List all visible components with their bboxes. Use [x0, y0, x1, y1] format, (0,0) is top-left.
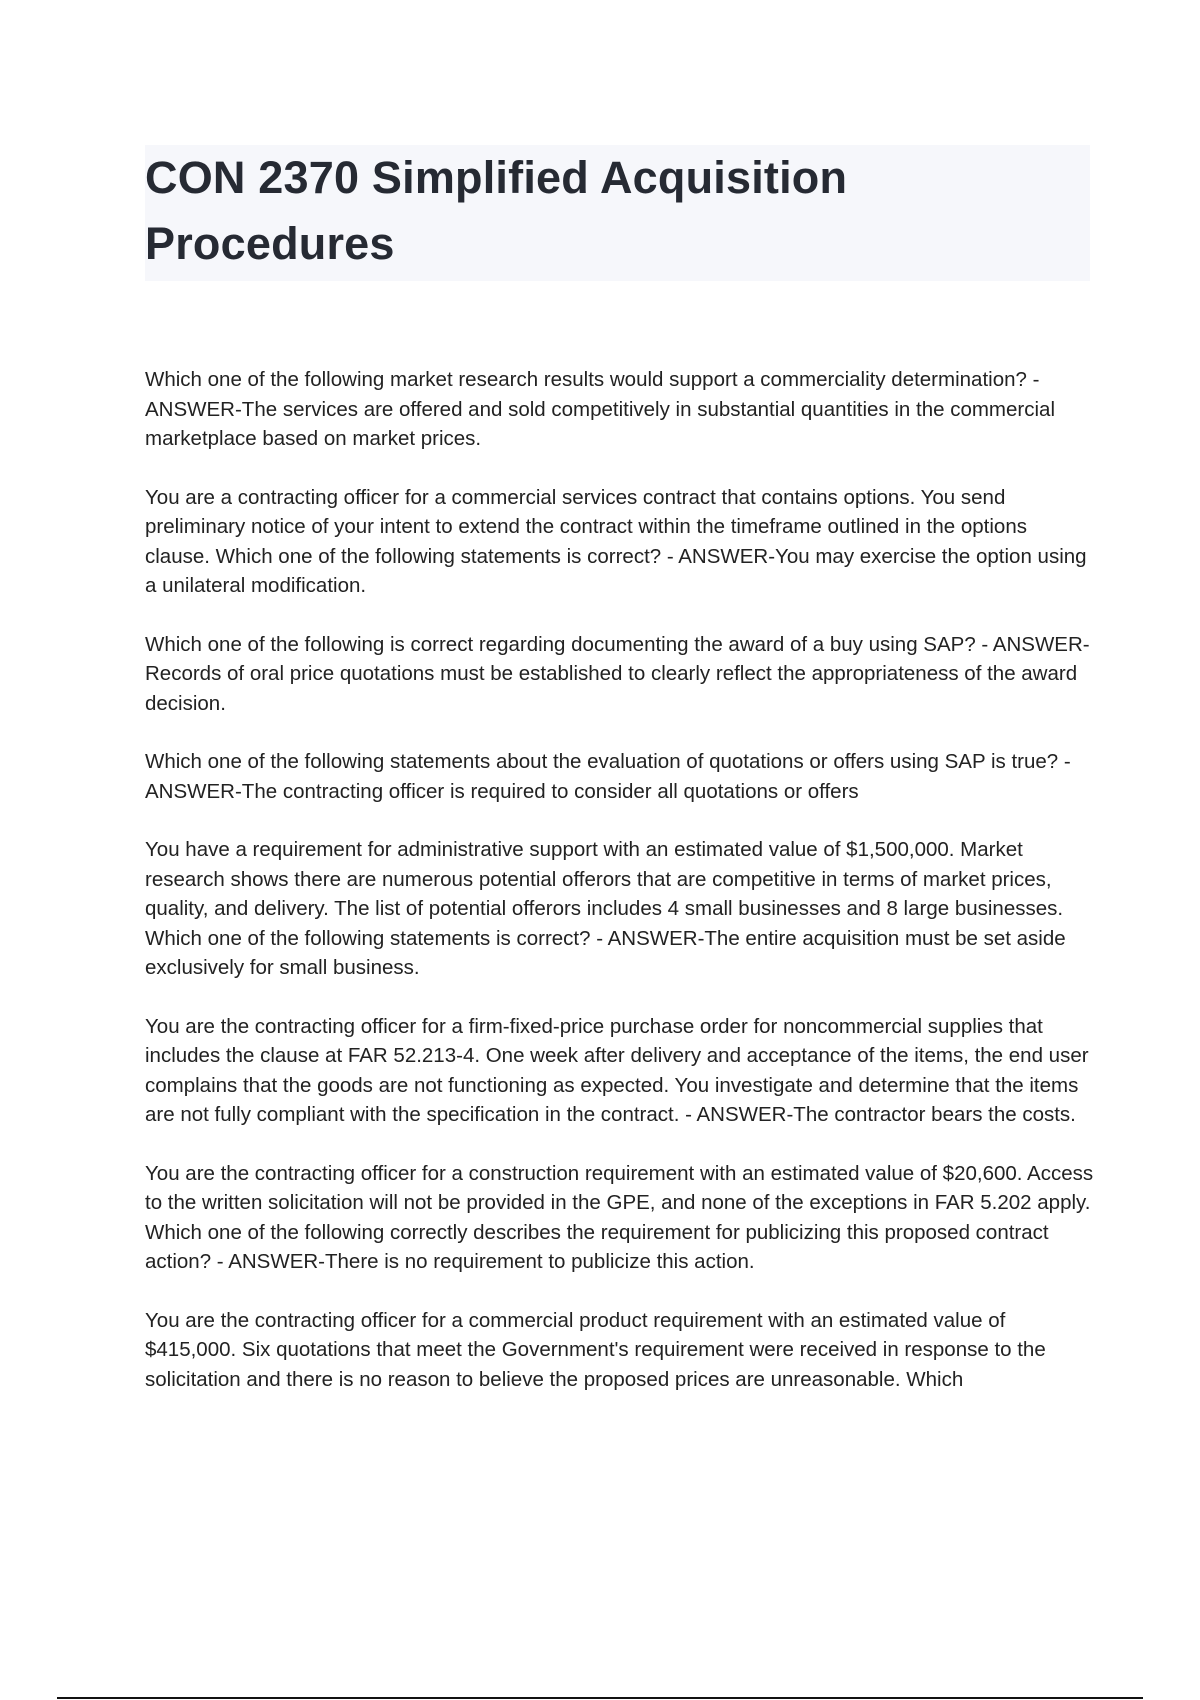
qa-item-6: You are the contracting officer for a firm-fixed-price purchase order for noncommercial supplies that includes the clause at FAR 52.213-4. One week after delivery and acceptance of the items, the end user complains that the goods are not functioning as expected. You investigate and determine that the items are not fully compliant with the specification in the contract. - ANSWER-The contractor bears the costs. [145, 1014, 1089, 1126]
qa-item-3: Which one of the following is correct regarding documenting the award of a buy using SAP? - ANSWER-Records of oral price quotations must be established to clearly reflect the appropriateness of the award decision. [145, 632, 1090, 715]
qa-list [145, 365, 1095, 1423]
qa-item-7: You are the contracting officer for a construction requirement with an estimated value of $20,600. Access to the written solicitation will not be provided in the GPE, and none of the exceptions in FAR 5.202 apply. Which one of the following correctly describes the requirement for publicizing this proposed contract action? - ANSWER-There is no requirement to publicize this action. [145, 1161, 1094, 1273]
qa-item-4: Which one of the following statements about the evaluation of quotations or offers using SAP is true? - ANSWER-The contracting officer is required to consider all quotations or offers [145, 750, 1071, 803]
page-bottom-divider [57, 1697, 1143, 1699]
qa-item-1: Which one of the following market research results would support a commerciality determination? - ANSWER-The services are offered and sold competitively in substantial quantities in the commercial marketplace based on market prices. [145, 368, 1055, 450]
title-block [145, 145, 1090, 281]
qa-item-8: You are the contracting officer for a commercial product requirement with an estimated value of $415,000. Six quotations that meet the Government's requirement were received in response to the solicitation and there is no reason to believe the proposed prices are unreasonable. Which [145, 1308, 1046, 1391]
qa-item-2: You are a contracting officer for a commercial services contract that contains options. You send preliminary notice of your intent to extend the contract within the timeframe outlined in the options clause. Which one of the following statements is correct? - ANSWER-You may exercise the option using a unilateral modification. [145, 485, 1087, 597]
qa-item-5: You have a requirement for administrative support with an estimated value of $1,500,000. Market research shows there are numerous potential offerors that are competitive in terms of market prices, quality, and delivery. The list of potential offerors includes 4 small businesses and 8 large businesses. Which one of the following statements is correct? - ANSWER-The entire acquisition must be set aside exclusively for small business. [145, 838, 1066, 979]
document-title: CON 2370 Simplified Acquisition Procedures [145, 152, 848, 269]
